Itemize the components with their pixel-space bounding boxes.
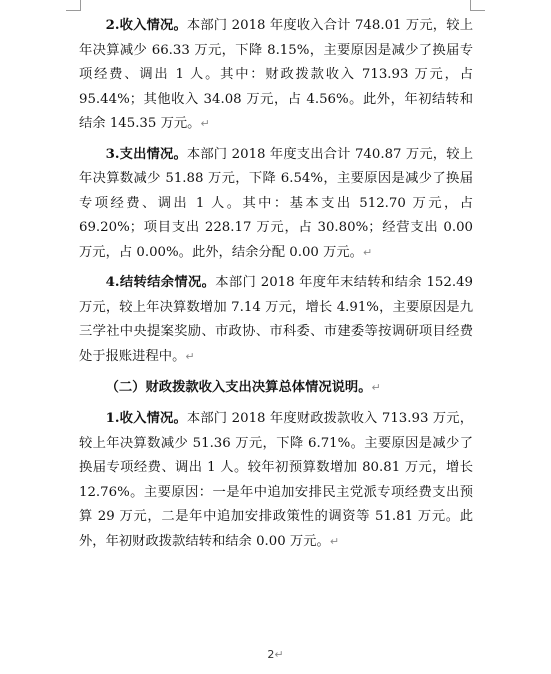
paragraph-lead: 2.收入情况。: [105, 18, 187, 33]
paragraph-text: 本部门 2018 年度收入合计 748.01 万元，较上年决算减少 66.33 万元，下降 8.15%，主要原因是减少了换届专项经费、调出 1 人。其中：财政拨款收入 713.93 万元，占 95.44%；其他收入 34.08 万元，占 4.56%。此外，年初结转和结余 145.35 万元。: [79, 18, 473, 131]
paragraph-mark-icon: ↵: [200, 117, 210, 130]
paragraph-lead: 4.结转结余情况。: [105, 275, 216, 290]
paragraph-text: 本部门 2018 年度年末结转和结余 152.49 万元，较上年决算数增加 7.14 万元，增长 4.91%，主要原因是九三学社中央提案奖励、市政协、市科委、市建委等按调研项目经费处于报账进程中。: [79, 275, 473, 364]
page-corner-mark-right: [470, 0, 485, 11]
paragraph-expenditure: [79, 143, 473, 266]
paragraph-income: [79, 14, 473, 137]
paragraph-carryover: [79, 271, 473, 369]
paragraph-mark-icon: ↵: [371, 381, 381, 394]
paragraph-text: 本部门 2018 年度支出合计 740.87 万元，较上年决算数减少 51.88 万元，下降 6.54%，主要原因是减少了换届专项经费、调出 1 人。其中：基本支出 512.70 万元，占 69.20%；项目支出 228.17 万元，占 30.80%；经营支出 0.00 万元，占 0.00%。此外，结余分配 0.00 万元。: [79, 146, 473, 260]
page-number: [0, 648, 551, 661]
document-body: [79, 14, 473, 560]
paragraph-lead: 3.支出情况。: [105, 146, 187, 162]
paragraph-text: 本部门 2018 年度财政拨款收入 713.93 万元，较上年决算数减少 51.36 万元，下降 6.71%。主要原因是减少了换届专项经费、调出 1 人。较年初预算数增加 80.81 万元，增长 12.76%。主要原因：一是年中追加安排民主党派专项经费支出预算 29 万元，二是年中追加安排政策性的调资等 51.81 万元。此外，年初财政拨款结转和结余 0.00 万元。: [79, 411, 473, 549]
paragraph-mark-icon: ↵: [185, 349, 195, 363]
paragraph-mark-icon: ↵: [274, 648, 284, 661]
paragraph-mark-icon: ↵: [329, 534, 340, 548]
section-heading: [79, 375, 473, 401]
paragraph-fiscal-income: [79, 407, 473, 554]
page-number-text: 2: [267, 648, 275, 661]
paragraph-mark-icon: ↵: [362, 245, 373, 259]
page-corner-mark-left: [66, 0, 81, 11]
paragraph-lead: 1.收入情况。: [105, 411, 187, 426]
section-heading-text: （二）财政拨款收入支出决算总体情况说明。: [105, 380, 372, 395]
